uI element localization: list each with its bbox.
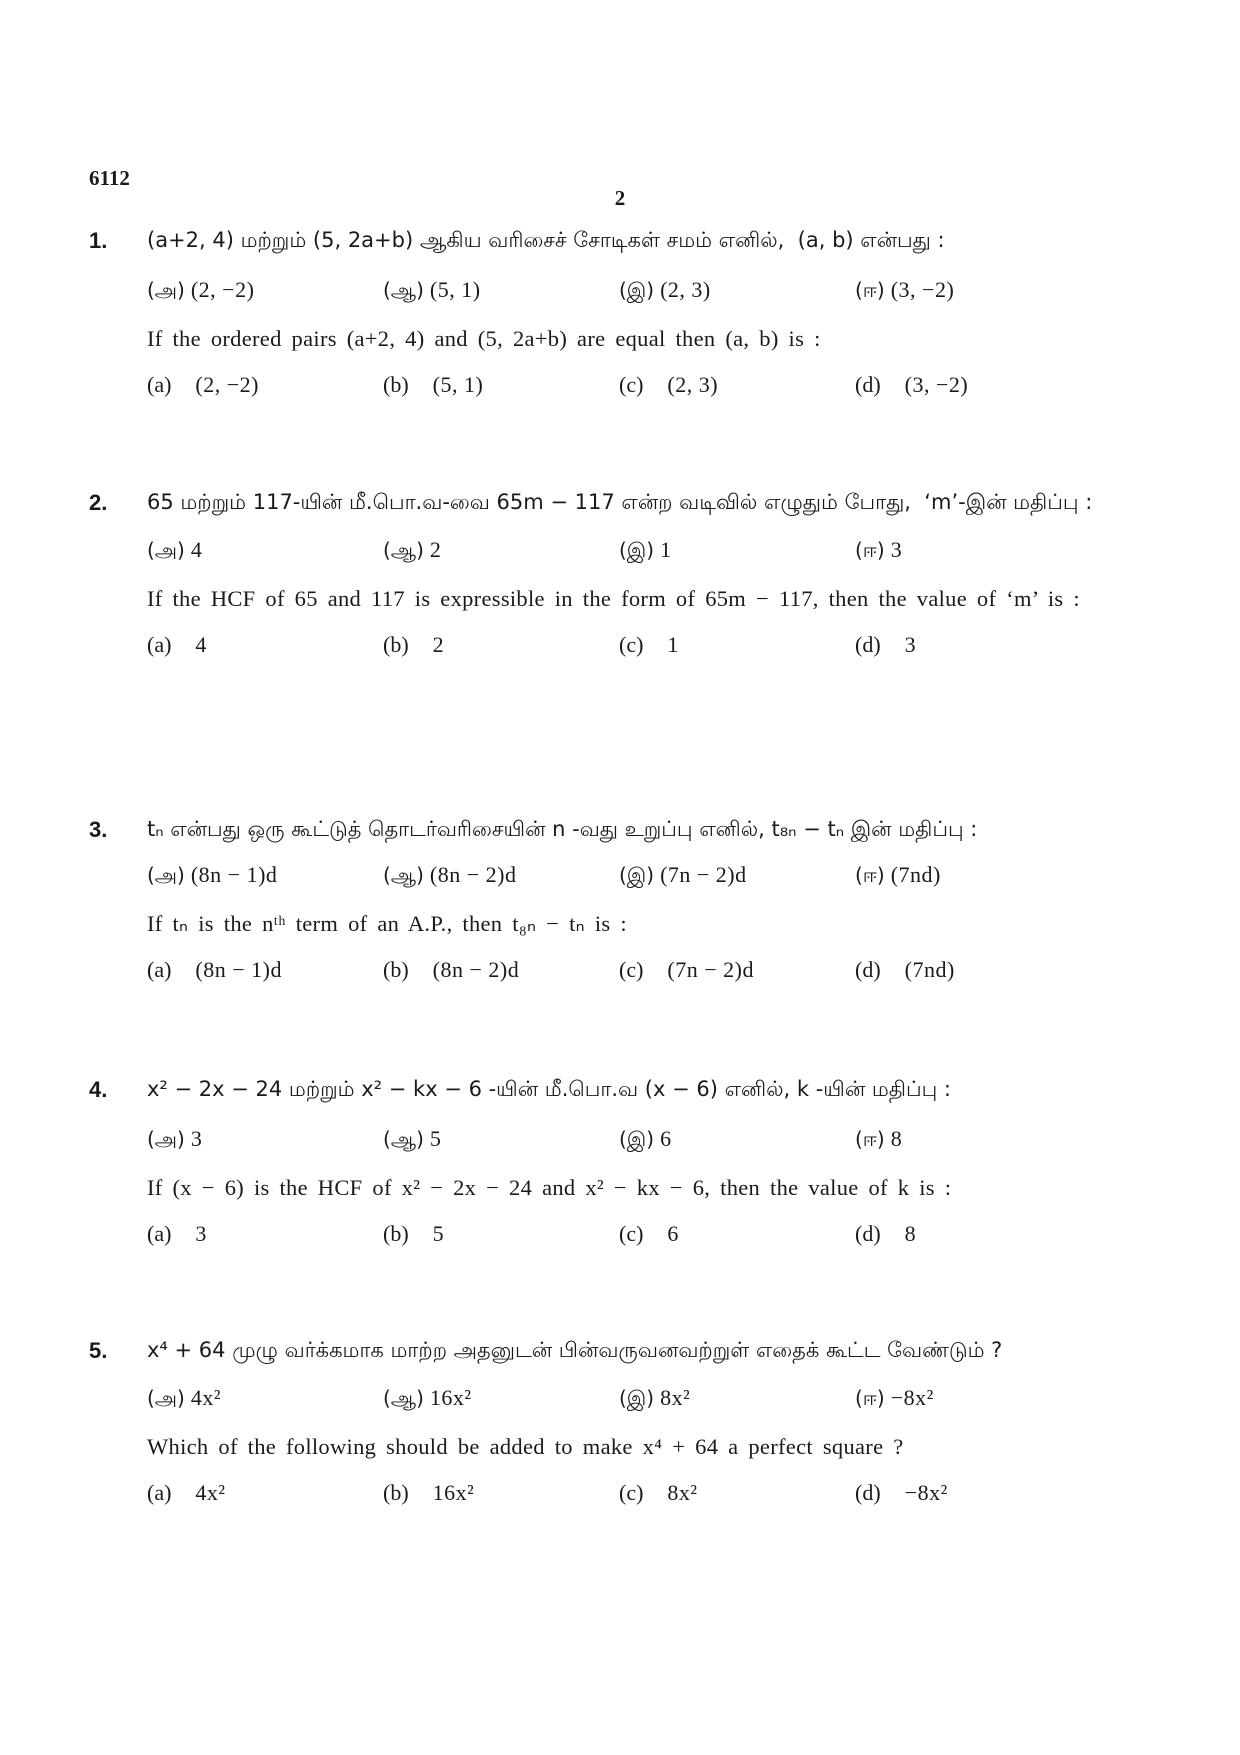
option-c-ta: (இ) 1 xyxy=(619,537,672,562)
question-number: 3. xyxy=(89,817,108,842)
english-options xyxy=(147,957,1107,987)
english-question-text: Which of the following should be added to make x⁴ + 64 a perfect square ? xyxy=(147,1434,904,1459)
option-b-ta: (ஆ) 5 xyxy=(383,1126,442,1151)
tamil-options xyxy=(147,1385,1107,1415)
option-d-ta: (ஈ) −8x² xyxy=(855,1385,934,1410)
option-c-ta: (இ) 6 xyxy=(619,1126,672,1151)
tamil-options xyxy=(147,1126,1107,1156)
option-b-en: (b) 2 xyxy=(383,632,445,657)
option-a-en: (a) 3 xyxy=(147,1221,207,1246)
tamil-options xyxy=(147,537,1107,567)
english-question-text: If the HCF of 65 and 117 is expressible in the form of 65m − 117, then the value of ‘m’ is : xyxy=(147,586,1080,611)
option-b-ta: (ஆ) (8n − 2)d xyxy=(383,862,517,887)
option-b-en: (b) 16x² xyxy=(383,1480,475,1505)
option-b-en: (b) (8n − 2)d xyxy=(383,957,520,982)
tamil-question-text: x⁴ + 64 முழு வர்க்கமாக மாற்ற அதனுடன் பின்வருவனவற்றுள் எதைக் கூட்ட வேண்டும் ? xyxy=(147,1338,1003,1362)
option-d-en: (d) (3, −2) xyxy=(855,372,969,397)
question-number: 4. xyxy=(89,1077,108,1102)
option-d-ta: (ஈ) (3, −2) xyxy=(855,277,955,302)
option-c-en: (c) (2, 3) xyxy=(619,372,719,397)
tamil-options xyxy=(147,862,1107,892)
option-d-ta: (ஈ) 3 xyxy=(855,537,903,562)
option-c-ta: (இ) (7n − 2)d xyxy=(619,862,747,887)
english-options xyxy=(147,632,1107,662)
tamil-question-text: (a+2, 4) மற்றும் (5, 2a+b) ஆகிய வரிசைச் சோடிகள் சமம் எனில், (a, b) என்பது : xyxy=(147,228,945,252)
tamil-options xyxy=(147,277,1107,307)
option-b-ta: (ஆ) 2 xyxy=(383,537,442,562)
option-c-en: (c) 8x² xyxy=(619,1480,698,1505)
tamil-question-text: 65 மற்றும் 117-யின் மீ.பொ.வ-வை 65m − 117 என்ற வடிவில் எழுதும் போது, ‘m’-இன் மதிப்பு : xyxy=(147,490,1093,514)
english-question-text: If tₙ is the nᵗʰ term of an A.P., then t₈ₙ − tₙ is : xyxy=(147,911,627,936)
question-number: 2. xyxy=(89,490,108,515)
option-a-ta: (அ) (8n − 1)d xyxy=(147,862,278,887)
english-options xyxy=(147,1221,1107,1251)
option-d-en: (d) 3 xyxy=(855,632,917,657)
option-b-ta: (ஆ) (5, 1) xyxy=(383,277,481,302)
option-a-en: (a) (8n − 1)d xyxy=(147,957,282,982)
question-number: 1. xyxy=(89,228,108,253)
tamil-question-text: x² − 2x − 24 மற்றும் x² − kx − 6 -யின் மீ.பொ.வ (x − 6) எனில், k -யின் மதிப்பு : xyxy=(147,1077,952,1101)
question-number: 5. xyxy=(89,1338,108,1363)
paper-code: 6112 xyxy=(89,166,130,190)
option-d-en: (d) −8x² xyxy=(855,1480,948,1505)
option-a-ta: (அ) (2, −2) xyxy=(147,277,255,302)
option-a-en: (a) (2, −2) xyxy=(147,372,259,397)
option-b-ta: (ஆ) 16x² xyxy=(383,1385,472,1410)
option-d-en: (d) 8 xyxy=(855,1221,917,1246)
option-a-en: (a) 4 xyxy=(147,632,207,657)
english-options xyxy=(147,372,1107,402)
option-c-ta: (இ) 8x² xyxy=(619,1385,691,1410)
english-question-text: If (x − 6) is the HCF of x² − 2x − 24 and x² − kx − 6, then the value of k is : xyxy=(147,1175,952,1200)
option-c-en: (c) (7n − 2)d xyxy=(619,957,754,982)
option-a-ta: (அ) 3 xyxy=(147,1126,203,1151)
page-number: 2 xyxy=(614,186,626,210)
english-options xyxy=(147,1480,1107,1510)
option-b-en: (b) 5 xyxy=(383,1221,445,1246)
option-b-en: (b) (5, 1) xyxy=(383,372,484,397)
option-c-en: (c) 6 xyxy=(619,1221,679,1246)
english-question-text: If the ordered pairs (a+2, 4) and (5, 2a+b) are equal then (a, b) is : xyxy=(147,326,821,351)
option-d-ta: (ஈ) (7nd) xyxy=(855,862,941,887)
option-a-ta: (அ) 4x² xyxy=(147,1385,221,1410)
option-d-ta: (ஈ) 8 xyxy=(855,1126,903,1151)
option-d-en: (d) (7nd) xyxy=(855,957,955,982)
option-c-en: (c) 1 xyxy=(619,632,679,657)
option-c-ta: (இ) (2, 3) xyxy=(619,277,711,302)
option-a-en: (a) 4x² xyxy=(147,1480,226,1505)
tamil-question-text: tₙ என்பது ஒரு கூட்டுத் தொடர்வரிசையின் n -வது உறுப்பு எனில், t₈ₙ − tₙ இன் மதிப்பு : xyxy=(147,817,978,841)
option-a-ta: (அ) 4 xyxy=(147,537,203,562)
